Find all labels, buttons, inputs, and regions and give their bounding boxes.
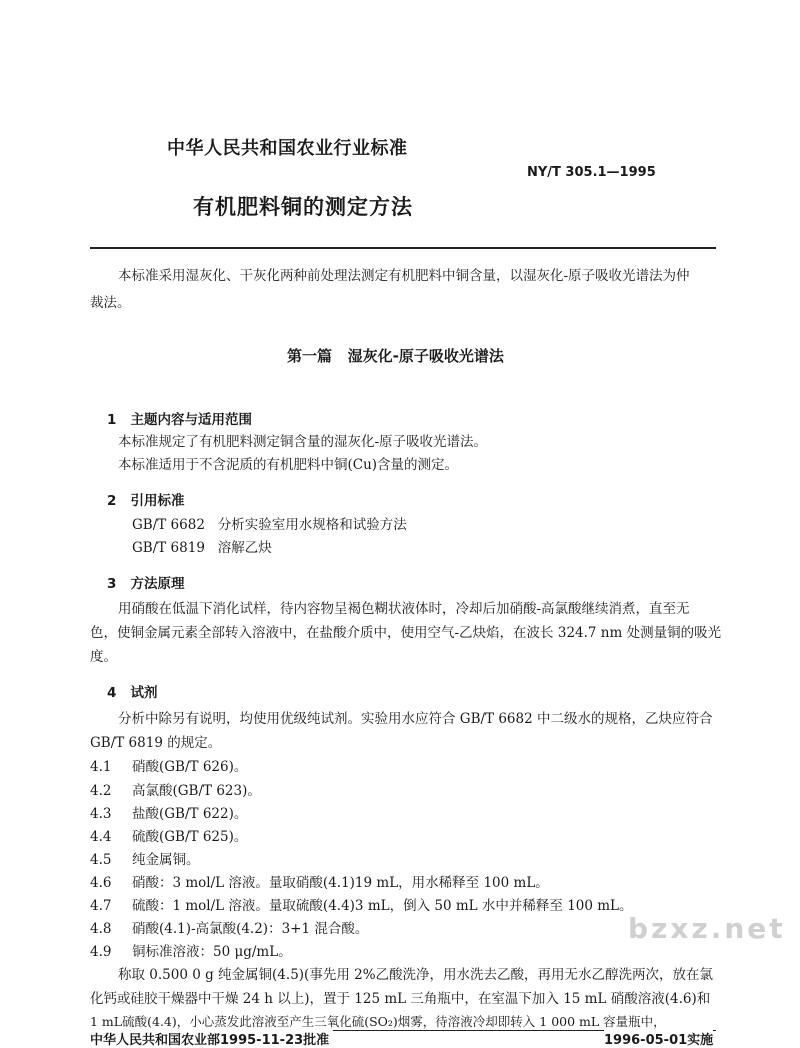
clause-number: 4.7 bbox=[90, 898, 112, 914]
standard-code: NY/T 305.1—1995 bbox=[527, 165, 656, 180]
paragraph-line: 化钙或硅胶干燥器中干燥 24 h 以上)，置于 125 mL 三角瓶中，在室温下加入 15 mL 硝酸溶液(4.6)和 bbox=[90, 991, 711, 1007]
reference-item: GB/T 6819 溶解乙炔 bbox=[132, 540, 272, 556]
reference-item: GB/T 6682 分析实验室用水规格和试验方法 bbox=[132, 517, 407, 533]
paragraph-line: 分析中除另有说明，均使用优级纯试剂。实验用水应符合 GB/T 6682 中二级水的规格，乙炔应符合 bbox=[118, 711, 713, 727]
approval-line: 中华人民共和国农业部1995-11-23批准 bbox=[90, 1029, 333, 1048]
clause-text: 硝酸(GB/T 626)。 bbox=[132, 759, 248, 775]
document-title: 有机肥料铜的测定方法 bbox=[193, 195, 413, 219]
clause-number: 4.2 bbox=[90, 783, 112, 799]
clause-text: 硝酸(4.1)-高氯酸(4.2)：3+1 混合酸。 bbox=[132, 921, 369, 937]
clause-number: 4.1 bbox=[90, 759, 112, 775]
watermark: bzxz.net bbox=[628, 912, 786, 945]
paragraph-line: 称取 0.500 0 g 纯金属铜(4.5)(事先用 2%乙酸洗净，用水洗去乙酸，再用无水乙醇洗两次，放在氯 bbox=[118, 967, 714, 983]
clause-number: 4.9 bbox=[90, 944, 112, 960]
paragraph-line: 1 mL硫酸(4.4)，小心蒸发此溶液至产生三氧化硫(SO₂)烟雾，待溶液冷却即转入 1 000 mL 容量瓶中， bbox=[90, 1014, 666, 1029]
clause-number: 4.5 bbox=[90, 852, 112, 868]
clause-number: 4.6 bbox=[90, 875, 112, 891]
paragraph-line: 色，使铜金属元素全部转入溶液中，在盐酸介质中，使用空气-乙炔焰，在波长 324.7 nm 处测量铜的吸光 bbox=[90, 625, 722, 641]
clause-text: 硝酸：3 mol/L 溶液。量取硝酸(4.1)19 mL，用水稀释至 100 mL。 bbox=[132, 875, 549, 891]
part-title: 第一篇 湿灰化-原子吸收光谱法 bbox=[287, 347, 504, 365]
header-rule bbox=[90, 247, 716, 249]
clause-number: 4.8 bbox=[90, 921, 112, 937]
section-heading: 1 主题内容与适用范围 bbox=[107, 412, 252, 428]
clause-number: 4.4 bbox=[90, 829, 112, 845]
standard-category: 中华人民共和国农业行业标准 bbox=[167, 138, 408, 159]
intro-line: 本标准采用湿灰化、干灰化两种前处理法测定有机肥料中铜含量，以湿灰化-原子吸收光谱法为仲 bbox=[118, 268, 690, 284]
paragraph-line: 用硝酸在低温下消化试样，待内容物呈褐色糊状液体时，冷却后加硝酸-高氯酸继续消煮，直至无 bbox=[118, 601, 690, 617]
clause-text: 高氯酸(GB/T 623)。 bbox=[132, 783, 261, 799]
effective-date: 1996-05-01实施 bbox=[604, 1029, 713, 1048]
section-heading: 3 方法原理 bbox=[107, 576, 185, 592]
paragraph-line: 度。 bbox=[90, 649, 117, 665]
clause-text: 纯金属铜。 bbox=[132, 852, 200, 868]
paragraph-line: 本标准规定了有机肥料测定铜含量的湿灰化-原子吸收光谱法。 bbox=[118, 434, 488, 450]
paragraph-line: 本标准适用于不含泥质的有机肥料中铜(Cu)含量的测定。 bbox=[118, 457, 459, 473]
clause-text: 硫酸：1 mol/L 溶液。量取硫酸(4.4)3 mL，倒入 50 mL 水中并稀释至 100 mL。 bbox=[132, 898, 633, 914]
clause-text: 盐酸(GB/T 622)。 bbox=[132, 806, 248, 822]
clause-text: 铜标准溶液：50 μg/mL。 bbox=[132, 944, 292, 960]
section-heading: 2 引用标准 bbox=[107, 493, 185, 509]
clause-number: 4.3 bbox=[90, 806, 112, 822]
paragraph-line: GB/T 6819 的规定。 bbox=[90, 735, 222, 751]
section-heading: 4 试剂 bbox=[107, 685, 158, 701]
intro-line: 裁法。 bbox=[90, 295, 131, 311]
clause-text: 硫酸(GB/T 625)。 bbox=[132, 829, 248, 845]
